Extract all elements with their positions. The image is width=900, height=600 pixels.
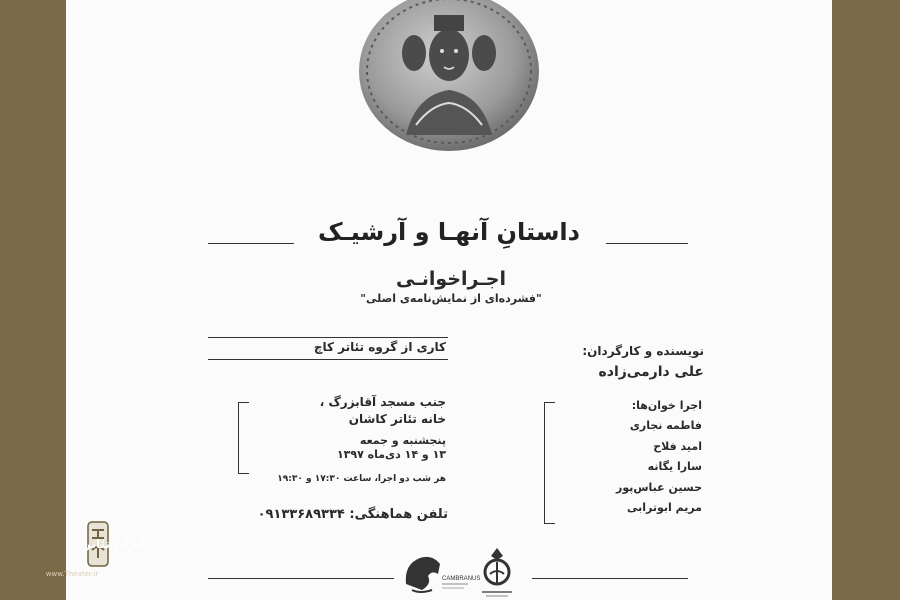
performer-item: امید فلاح	[653, 439, 702, 453]
performer-item: حسین عباس‌پور	[615, 480, 702, 494]
subtitle-block	[266, 268, 636, 305]
dates-line-2: ۱۳ و ۱۴ دی‌ماه ۱۳۹۷	[336, 448, 446, 461]
performer-item: مریم ابوترابی	[626, 501, 702, 514]
venue	[226, 394, 446, 428]
group-rule-top	[208, 337, 448, 338]
frame-right	[832, 0, 900, 600]
performer-item: سارا یگانه	[647, 460, 702, 473]
phone-label: تلفن هماهنگی:	[349, 507, 448, 522]
footer-rule-right	[532, 578, 688, 579]
coin-image	[356, 0, 542, 155]
play-title: داستانِ آنهـا و آرشیـک	[318, 218, 580, 246]
writer-label: نویسنده و کارگردان:	[582, 344, 704, 358]
site-url: www.Theater.ir	[45, 570, 99, 578]
venue-line-2: خانه تئاتر کاشان	[348, 412, 446, 426]
performers-block	[514, 399, 702, 519]
performers-list	[514, 416, 702, 519]
dates	[226, 434, 446, 462]
performers-label: اجرا خوان‌ها:	[631, 399, 702, 412]
title-rule-left	[208, 243, 294, 244]
poster	[66, 0, 832, 600]
performer-item: فاطمه نجاری	[629, 419, 702, 432]
sponsor-left-text: CAMBRANUS	[442, 576, 481, 582]
sponsor-logo-right	[472, 544, 522, 598]
site-logo	[22, 518, 145, 580]
title-rule-right	[606, 243, 688, 244]
phone-line	[216, 507, 448, 522]
dates-line-1: پنجشنبه و جمعه	[359, 434, 446, 447]
writer-name: علی دارمی‌زاده	[598, 364, 704, 380]
subtitle-note: "فشرده‌ای از نمایش‌نامه‌ی اصلی"	[360, 292, 542, 305]
site-logo-text: ایران تئاتر	[84, 537, 145, 551]
phone-number: ۰۹۱۳۳۶۸۹۳۳۴	[257, 507, 345, 522]
sponsor-logo-left	[398, 544, 481, 598]
show-times: هر شب دو اجرا، ساعت ۱۷:۳۰ و ۱۹:۳۰	[277, 474, 446, 484]
group-credit: کاری از گروه تئاتر کاچ	[313, 340, 446, 354]
venue-line-1: جنب مسجد آقابزرگ ،	[319, 395, 446, 409]
subtitle: اجـراخوانـی	[395, 268, 506, 290]
footer-rule-left	[208, 578, 394, 579]
frame-left	[0, 0, 66, 600]
group-rule-bottom	[208, 359, 448, 360]
